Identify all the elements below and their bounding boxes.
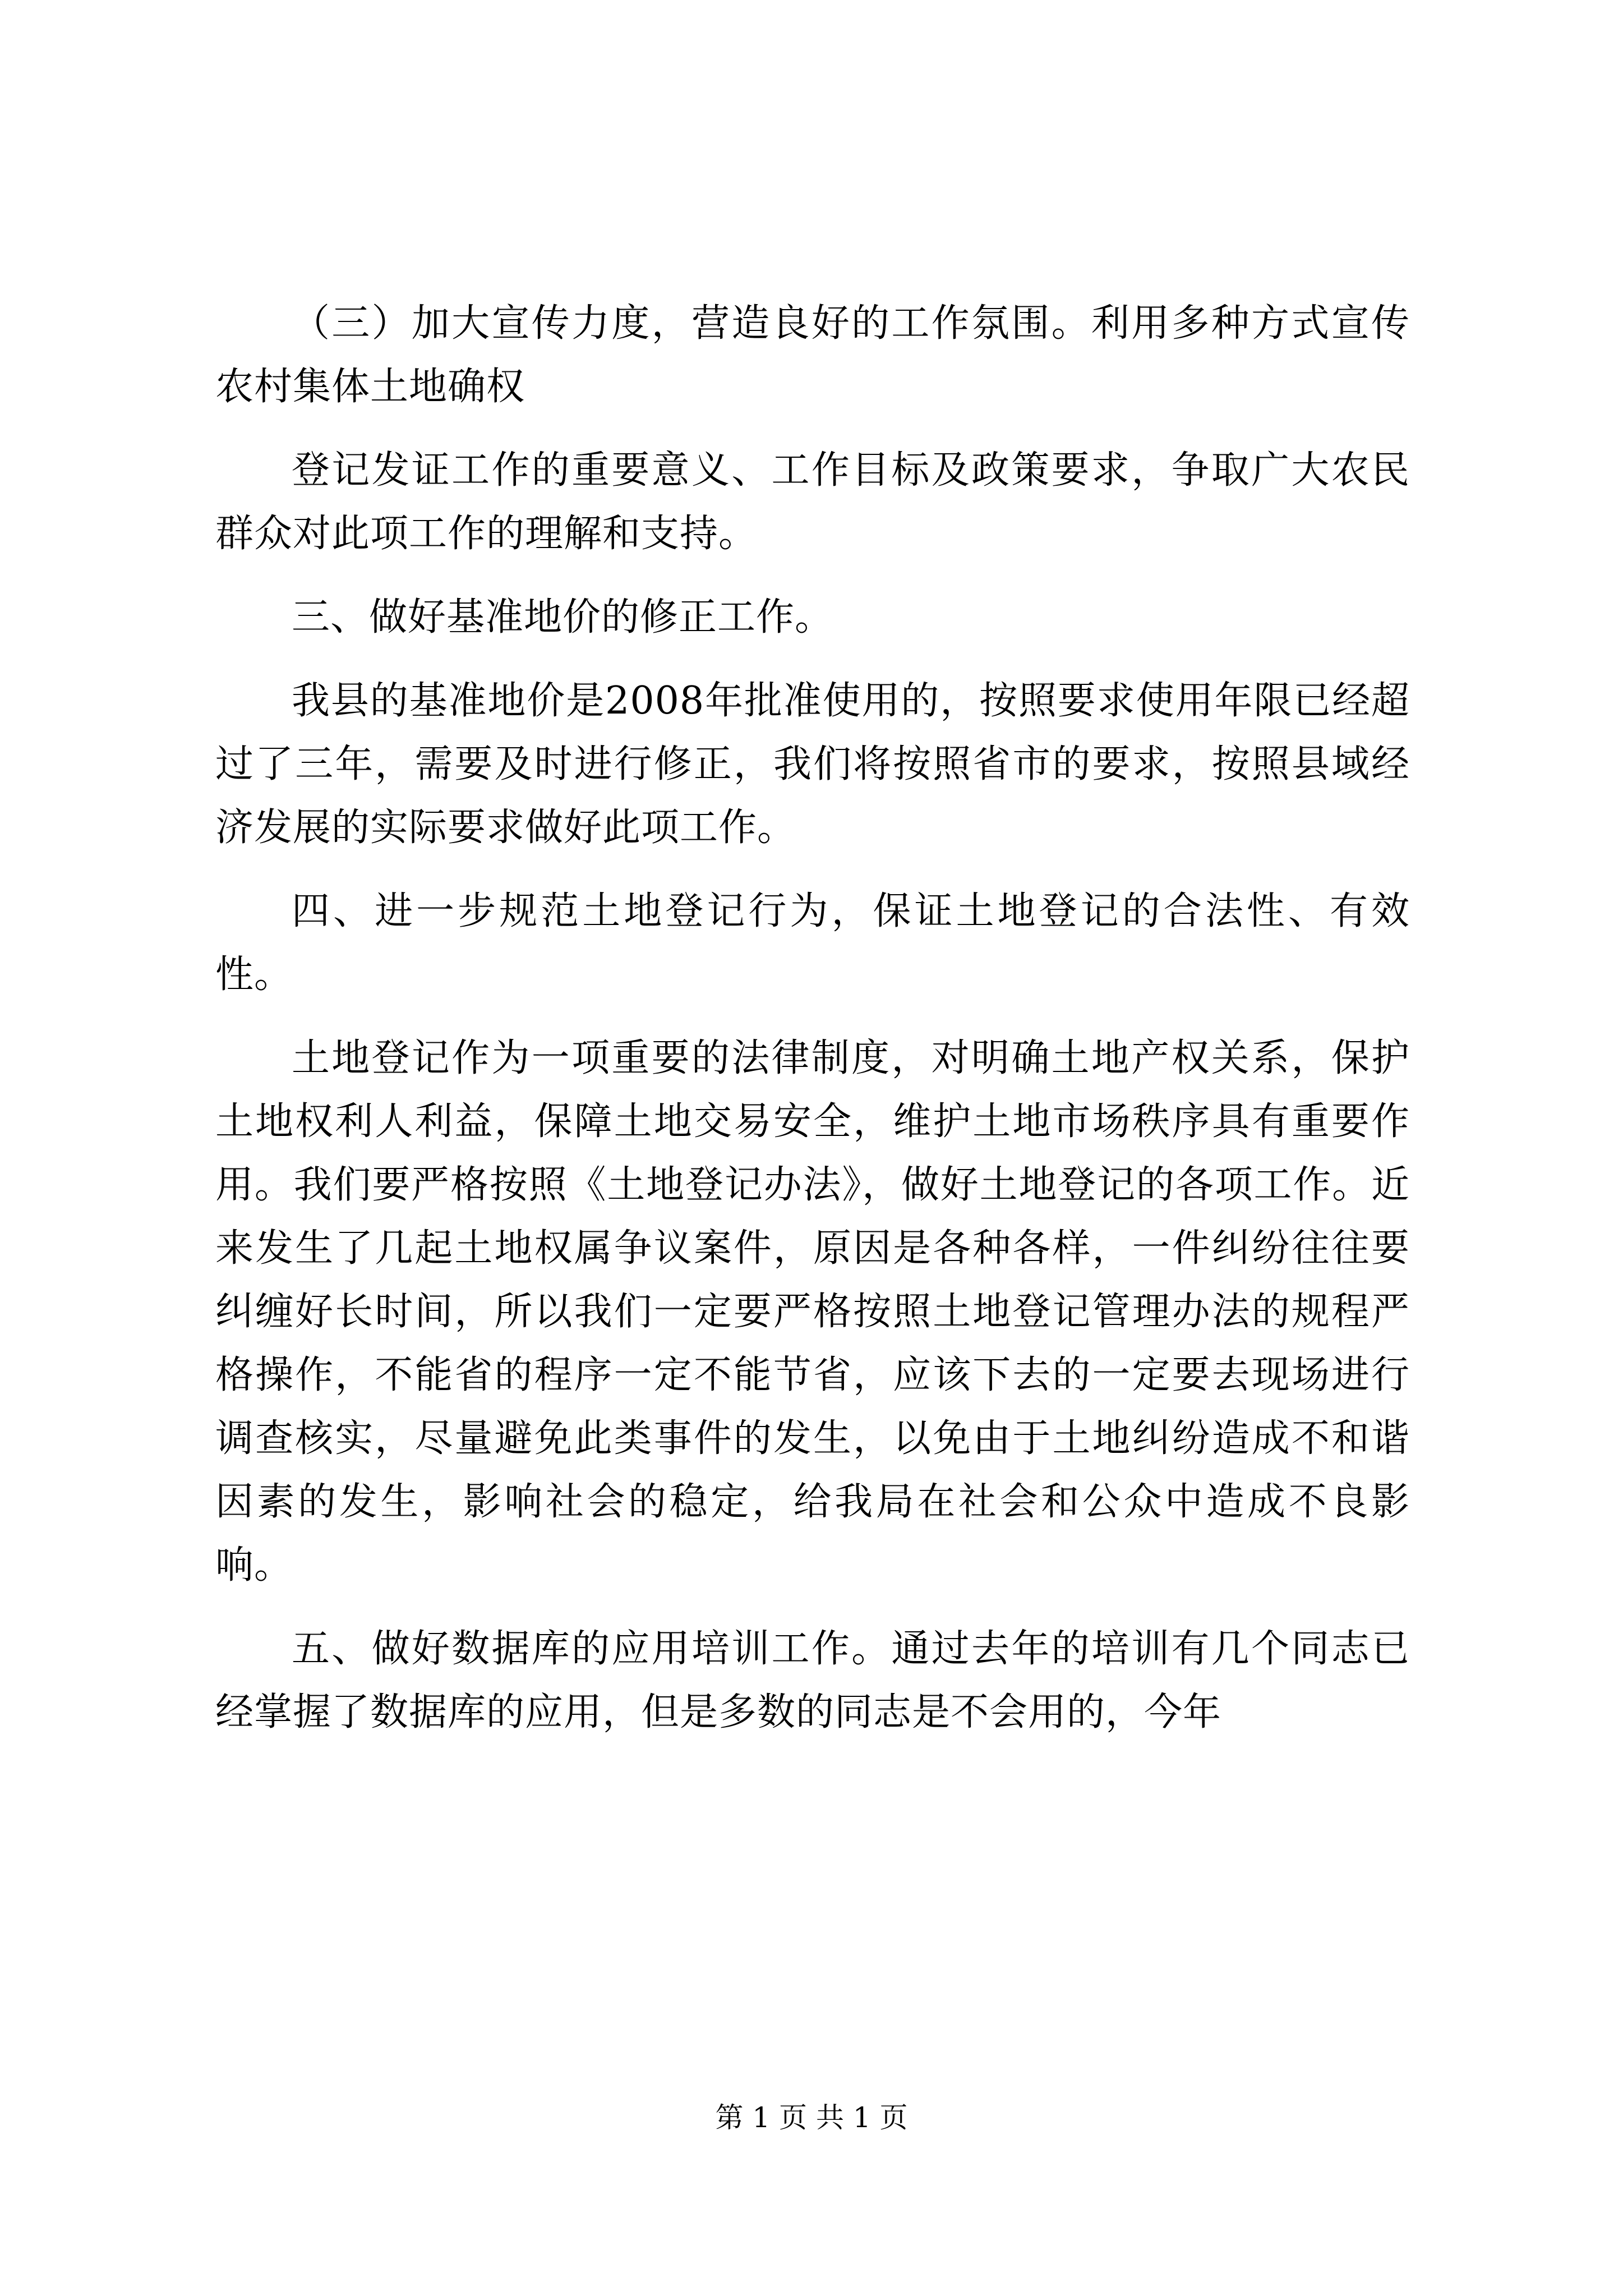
paragraph-5: 四、进一步规范土地登记行为，保证土地登记的合法性、有效性。 <box>215 889 1410 997</box>
page-footer: 第 1 页 共 1 页 <box>715 2101 908 2134</box>
paragraph-3: 三、做好基准地价的修正工作。 <box>292 595 834 639</box>
paragraph-4: 我县的基准地价是2008年批准使用的，按照要求使用年限已经超过了三年，需要及时进行修正，我们将按照省市的要求，按照县域经济发展的实际要求做好此项工作。 <box>215 679 1410 850</box>
paragraph-6: 土地登记作为一项重要的法律制度，对明确土地产权关系，保护土地权利人利益，保障土地交易安全，维护土地市场秩序具有重要作用。我们要严格按照《土地登记办法》，做好土地登记的各项工作。近来发生了几起土地权属争议案件，原因是各种各样，一件纠纷往往要纠缠好长时间，所以我们一定要严格按照土地登记管理办法的规程严格操作，不能省的程序一定不能节省，应该下去的一定要去现场进行调查核实，尽量避免此类事件的发生，以免由于土地纠纷造成不和谐因素的发生，影响社会的稳定，给我局在社会和公众中造成不良影响。 <box>215 1036 1410 1588</box>
document-body <box>215 292 1410 1744</box>
paragraph-2: 登记发证工作的重要意义、工作目标及政策要求，争取广大农民群众对此项工作的理解和支持。 <box>215 448 1410 556</box>
paragraph-7: 五、做好数据库的应用培训工作。通过去年的培训有几个同志已经掌握了数据库的应用，但是多数的同志是不会用的，今年 <box>215 1627 1410 1734</box>
paragraph-1: （三）加大宣传力度，营造良好的工作氛围。利用多种方式宣传农村集体土地确权 <box>215 301 1410 409</box>
